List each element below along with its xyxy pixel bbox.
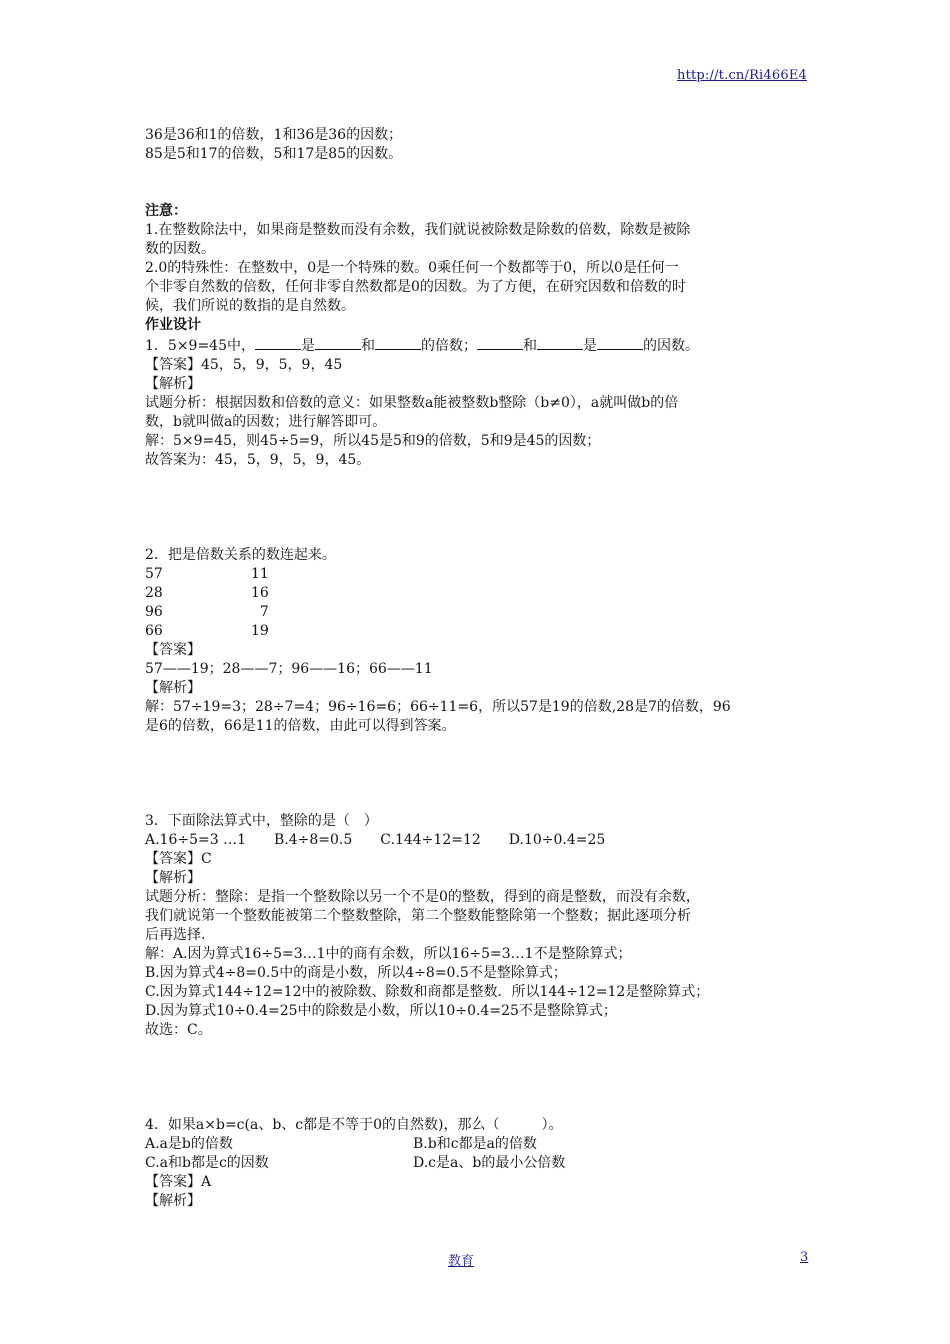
q4-option-b: B.b和c都是a的倍数 [413,1136,537,1152]
content [145,126,810,1211]
q2-answer-label: 【答案】 [145,642,201,658]
q4-options-row [145,1135,810,1154]
intro-line: 85是5和17的倍数，5和17是85的因数。 [145,146,403,162]
note-line: 数的因数。 [145,241,215,257]
q3-option-c: C.144÷12=12 [380,832,481,848]
q3-option-a: A.16÷5=3 …1 [145,832,247,848]
q2-pair: 28 16 [145,585,269,601]
q3-answer: 【答案】C [145,851,212,867]
header-link[interactable]: http://t.cn/Ri466E4 [677,68,807,83]
q3-options [145,831,810,850]
note-line: 候，我们所说的数指的是自然数。 [145,298,355,314]
q3-analysis-line: 我们就说第一个整数能被第二个整数整除，第二个整数能整除第一个整数；据此逐项分析 [145,908,691,924]
q1-analysis-line: 故答案为：45，5，9，5，9，45。 [145,452,371,468]
q1-answer: 【答案】45，5，9，5，9，45 [145,357,343,373]
q4-option-a: A.a是b的倍数 [145,1136,233,1152]
q1-analysis-line: 试题分析：根据因数和倍数的意义：如果整数a能被整数b整除（b≠0），a就叫做b的倍 [145,395,679,411]
q2-pair: 66 19 [145,623,269,639]
q2-stem: 2．把是倍数关系的数连起来。 [145,547,336,563]
q3-stem: 3．下面除法算式中，整除的是（ ） [145,813,378,829]
q1-analysis-line: 数，b就叫做a的因数；进行解答即可。 [145,414,387,430]
q3-analysis-line: 后再选择. [145,927,206,943]
note-line: 2.0的特殊性：在整数中，0是一个特殊的数。0乘任何一个数都等于0，所以0是任何一 [145,260,679,276]
q1-stem: 1．5×9=45中， 是 和 的倍数； 和 是 的因数。 [145,335,810,356]
homework-title: 作业设计 [145,317,201,333]
q3-analysis-line: D.因为算式10÷0.4=25中的除数是小数，所以10÷0.4=25不是整除算式； [145,1003,617,1019]
note-title: 注意： [145,203,187,219]
q1-analysis-label: 【解析】 [145,376,201,392]
q3-analysis-line: C.因为算式144÷12=12中的被除数、除数和商都是整数．所以144÷12=12是整除算式； [145,984,710,1000]
q3-analysis-line: 故选：C。 [145,1022,212,1038]
intro-line: 36是36和1的倍数，1和36是36的因数； [145,127,403,143]
q3-analysis-line: 解：A.因为算式16÷5=3…1中的商有余数，所以16÷5=3…1不是整除算式； [145,946,632,962]
q4-option-c: C.a和b都是c的因数 [145,1155,269,1171]
q2-analysis-line: 解：57÷19=3；28÷7=4；96÷16=6；66÷11=6，所以57是19的倍数,28是7的倍数，96 [145,699,731,715]
q4-analysis-label: 【解析】 [145,1193,201,1209]
q1-analysis-line: 解：5×9=45，则45÷5=9，所以45是5和9的倍数，5和9是45的因数； [145,433,601,449]
q4-answer: 【答案】A [145,1174,212,1190]
q4-option-d: D.c是a、b的最小公倍数 [413,1155,566,1171]
q2-answer: 57——19；28——7；96——16；66——11 [145,661,433,677]
q2-pair: 96 7 [145,604,269,620]
footer-link[interactable]: 教育 [448,1254,475,1269]
q4-options-row [145,1154,810,1173]
q3-analysis-line: B.因为算式4÷8=0.5中的商是小数，所以4÷8=0.5不是整除算式； [145,965,567,981]
q2-analysis-line: 是6的倍数，66是11的倍数，由此可以得到答案。 [145,718,456,734]
q2-analysis-label: 【解析】 [145,680,201,696]
note-line: 1.在整数除法中，如果商是整数而没有余数，我们就说被除数是除数的倍数，除数是被除 [145,222,691,238]
q3-option-d: D.10÷0.4=25 [508,832,606,848]
q2-pair: 57 11 [145,566,269,582]
page-number[interactable]: 3 [800,1250,809,1265]
q4-stem: 4．如果a×b=c(a、b、c都是不等于0的自然数)，那么（ ）。 [145,1117,563,1133]
q3-analysis-line: 试题分析：整除：是指一个整数除以另一个不是0的整数，得到的商是整数，而没有余数， [145,889,700,905]
note-line: 个非零自然数的倍数，任何非零自然数都是0的因数。为了方便，在研究因数和倍数的时 [145,279,686,295]
q3-analysis-label: 【解析】 [145,870,201,886]
q3-option-b: B.4÷8=0.5 [274,832,353,848]
